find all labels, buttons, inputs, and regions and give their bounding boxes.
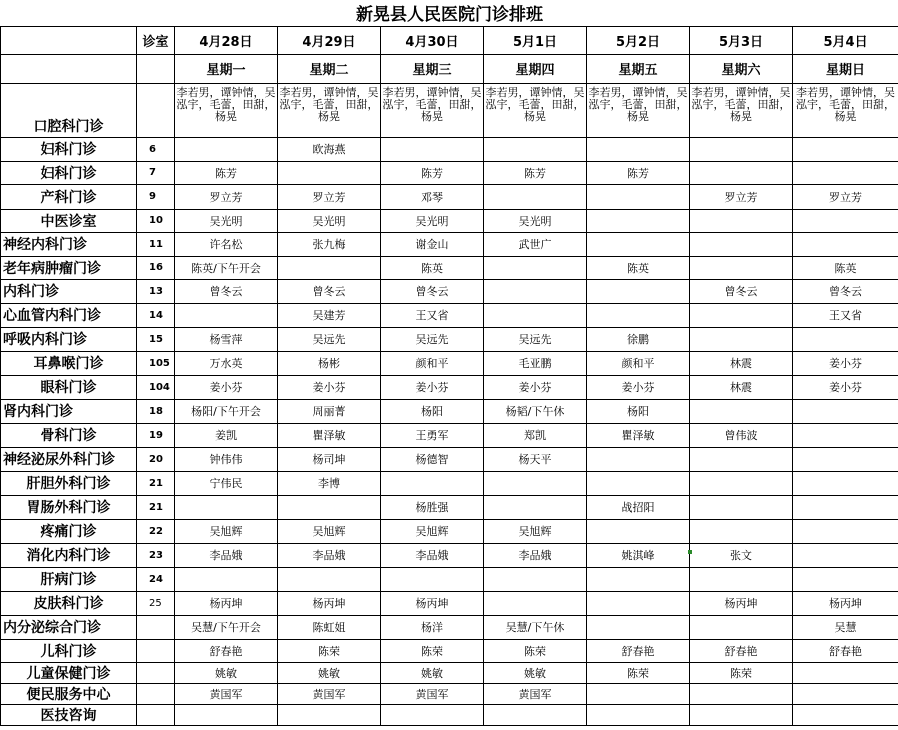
staff-cell: 张九梅	[278, 232, 381, 256]
staff-cell: 吴旭辉	[278, 519, 381, 543]
staff-cell	[793, 662, 898, 683]
staff-cell	[587, 567, 690, 591]
staff-cell	[484, 184, 587, 209]
staff-cell: 王又省	[793, 303, 898, 327]
staff-cell: 罗立芳	[793, 184, 898, 209]
staff-cell: 李品娥	[381, 543, 484, 567]
staff-cell: 杨雪萍	[175, 327, 278, 351]
staff-cell	[690, 567, 793, 591]
staff-cell: 吴旭辉	[381, 519, 484, 543]
staff-cell: 郑凯	[484, 423, 587, 447]
staff-cell	[175, 303, 278, 327]
staff-cell: 黄国军	[175, 683, 278, 704]
table-row	[1, 209, 898, 232]
staff-cell: 瞿泽敏	[587, 423, 690, 447]
table-row	[1, 447, 898, 471]
dept-name: 肾内科门诊	[1, 399, 137, 423]
staff-cell: 姚淇峰	[587, 543, 690, 567]
staff-cell	[484, 591, 587, 615]
table-row	[1, 543, 898, 567]
staff-cell	[587, 471, 690, 495]
staff-cell	[793, 543, 898, 567]
staff-cell: 李若男，谭钟情，吴泓宇，毛蕾，田甜，杨晃	[175, 83, 278, 137]
staff-cell	[793, 704, 898, 725]
staff-cell	[793, 447, 898, 471]
dept-name: 妇科门诊	[1, 137, 137, 161]
staff-cell	[381, 567, 484, 591]
room-number	[137, 683, 175, 704]
staff-cell	[278, 256, 381, 279]
staff-cell: 黄国军	[278, 683, 381, 704]
room-number: 105	[137, 351, 175, 375]
staff-cell: 李若男，谭钟情，吴泓宇，毛蕾，田甜，杨晃	[690, 83, 793, 137]
room-number: 7	[137, 161, 175, 184]
weekday-header: 星期一	[175, 54, 278, 83]
dept-name: 医技咨询	[1, 704, 137, 725]
staff-cell	[175, 495, 278, 519]
staff-cell	[690, 471, 793, 495]
staff-cell	[587, 591, 690, 615]
table-row	[1, 495, 898, 519]
staff-cell: 舒春艳	[690, 639, 793, 662]
staff-cell: 陈荣	[381, 639, 484, 662]
date-header: 5月1日	[484, 26, 587, 54]
staff-cell: 杨阳	[587, 399, 690, 423]
staff-cell	[484, 704, 587, 725]
staff-cell	[175, 704, 278, 725]
dept-name: 神经内科门诊	[1, 232, 137, 256]
staff-cell: 周丽菁	[278, 399, 381, 423]
staff-cell	[587, 683, 690, 704]
staff-cell: 李若男，谭钟情，吴泓宇，毛蕾，田甜，杨晃	[587, 83, 690, 137]
weekday-header: 星期三	[381, 54, 484, 83]
corner-blank	[1, 54, 137, 83]
staff-cell	[381, 471, 484, 495]
room-number: 13	[137, 279, 175, 303]
dept-name: 便民服务中心	[1, 683, 137, 704]
table-row	[1, 399, 898, 423]
table-row	[1, 375, 898, 399]
staff-cell: 林震	[690, 375, 793, 399]
table-row	[1, 615, 898, 639]
dept-name: 胃肠外科门诊	[1, 495, 137, 519]
staff-cell: 谢金山	[381, 232, 484, 256]
date-header: 4月29日	[278, 26, 381, 54]
weekday-header: 星期四	[484, 54, 587, 83]
staff-cell: 毛亚鹏	[484, 351, 587, 375]
room-number: 11	[137, 232, 175, 256]
table-row	[1, 303, 898, 327]
room-number: 16	[137, 256, 175, 279]
staff-cell: 武世广	[484, 232, 587, 256]
dept-name: 骨科门诊	[1, 423, 137, 447]
staff-cell: 邓琴	[381, 184, 484, 209]
staff-cell: 姜小芬	[793, 351, 898, 375]
staff-cell	[690, 704, 793, 725]
staff-cell: 李若男，谭钟情，吴泓宇，毛蕾，田甜，杨晃	[484, 83, 587, 137]
staff-cell: 李若男，谭钟情，吴泓宇，毛蕾，田甜，杨晃	[793, 83, 898, 137]
date-header: 5月3日	[690, 26, 793, 54]
staff-cell: 曾冬云	[278, 279, 381, 303]
date-header: 5月4日	[793, 26, 898, 54]
staff-cell: 颜和平	[587, 351, 690, 375]
table-row	[1, 161, 898, 184]
staff-cell: 黄国军	[484, 683, 587, 704]
table-row	[1, 327, 898, 351]
staff-cell: 曾冬云	[381, 279, 484, 303]
staff-cell	[793, 232, 898, 256]
dept-name: 内分泌综合门诊	[1, 615, 137, 639]
staff-cell: 杨韬/下午休	[484, 399, 587, 423]
staff-cell	[690, 161, 793, 184]
room-number: 21	[137, 495, 175, 519]
room-number: 21	[137, 471, 175, 495]
staff-cell: 吴远先	[484, 327, 587, 351]
staff-cell: 舒春艳	[175, 639, 278, 662]
dept-name: 神经泌尿外科门诊	[1, 447, 137, 471]
dept-name: 皮肤科门诊	[1, 591, 137, 615]
staff-cell: 欧海燕	[278, 137, 381, 161]
dept-name: 产科门诊	[1, 184, 137, 209]
staff-cell	[793, 683, 898, 704]
table-row	[1, 279, 898, 303]
staff-cell: 杨阳/下午开会	[175, 399, 278, 423]
weekday-header: 星期六	[690, 54, 793, 83]
staff-cell: 万水英	[175, 351, 278, 375]
staff-cell	[484, 279, 587, 303]
staff-cell: 曾冬云	[175, 279, 278, 303]
room-number: 19	[137, 423, 175, 447]
staff-cell	[587, 615, 690, 639]
room-number: 6	[137, 137, 175, 161]
staff-cell: 舒春艳	[793, 639, 898, 662]
staff-cell: 杨胜强	[381, 495, 484, 519]
room-number: 25	[137, 591, 175, 615]
staff-cell: 颜和平	[381, 351, 484, 375]
dept-name: 呼吸内科门诊	[1, 327, 137, 351]
staff-cell	[587, 232, 690, 256]
staff-cell: 吴慧	[793, 615, 898, 639]
dept-name: 口腔科门诊	[1, 83, 137, 137]
staff-cell: 杨丙坤	[690, 591, 793, 615]
staff-cell: 李品娥	[484, 543, 587, 567]
staff-cell: 姜小芬	[278, 375, 381, 399]
staff-cell: 杨丙坤	[381, 591, 484, 615]
staff-cell	[278, 161, 381, 184]
staff-cell: 吴光明	[484, 209, 587, 232]
dept-name: 内科门诊	[1, 279, 137, 303]
weekday-header: 星期五	[587, 54, 690, 83]
staff-cell: 陈英	[381, 256, 484, 279]
staff-cell	[381, 137, 484, 161]
table-row	[1, 137, 898, 161]
room-number	[137, 662, 175, 683]
room-number: 9	[137, 184, 175, 209]
staff-cell: 曾冬云	[690, 279, 793, 303]
cell-marker	[688, 550, 692, 554]
staff-cell: 吴远先	[381, 327, 484, 351]
staff-cell: 曾伟波	[690, 423, 793, 447]
staff-cell	[484, 495, 587, 519]
staff-cell	[484, 137, 587, 161]
staff-cell: 陈荣	[278, 639, 381, 662]
room-number: 20	[137, 447, 175, 471]
staff-cell: 吴慧/下午开会	[175, 615, 278, 639]
staff-cell: 杨丙坤	[175, 591, 278, 615]
staff-cell	[587, 209, 690, 232]
staff-cell: 杨德智	[381, 447, 484, 471]
room-header: 诊室	[137, 26, 175, 54]
date-header: 5月2日	[587, 26, 690, 54]
corner-blank	[1, 26, 137, 54]
staff-cell	[690, 137, 793, 161]
staff-cell: 姚敏	[278, 662, 381, 683]
room-number	[137, 639, 175, 662]
date-header: 4月30日	[381, 26, 484, 54]
table-row	[1, 256, 898, 279]
staff-cell: 陈芳	[484, 161, 587, 184]
staff-cell	[175, 137, 278, 161]
staff-cell	[690, 327, 793, 351]
staff-cell: 陈芳	[587, 161, 690, 184]
staff-cell: 姚敏	[381, 662, 484, 683]
staff-cell	[690, 447, 793, 471]
staff-cell: 陈荣	[484, 639, 587, 662]
staff-cell: 吴建芳	[278, 303, 381, 327]
staff-cell	[587, 447, 690, 471]
staff-cell: 姚敏	[175, 662, 278, 683]
staff-cell: 陈芳	[175, 161, 278, 184]
staff-cell	[690, 495, 793, 519]
staff-cell	[381, 704, 484, 725]
staff-cell: 钟伟伟	[175, 447, 278, 471]
dept-name: 肝胆外科门诊	[1, 471, 137, 495]
staff-cell: 姜小芬	[484, 375, 587, 399]
staff-cell: 陈英/下午开会	[175, 256, 278, 279]
staff-cell: 陈英	[587, 256, 690, 279]
page-title: 新晃县人民医院门诊排班	[1, 0, 898, 26]
staff-cell	[587, 279, 690, 303]
staff-cell	[793, 161, 898, 184]
dept-name: 中医诊室	[1, 209, 137, 232]
staff-cell	[793, 423, 898, 447]
staff-cell: 罗立芳	[278, 184, 381, 209]
staff-cell: 姜小芬	[587, 375, 690, 399]
staff-cell	[484, 567, 587, 591]
staff-cell: 杨彬	[278, 351, 381, 375]
staff-cell	[793, 399, 898, 423]
staff-cell: 陈英	[793, 256, 898, 279]
staff-cell: 战招阳	[587, 495, 690, 519]
staff-cell	[690, 399, 793, 423]
dept-name: 心血管内科门诊	[1, 303, 137, 327]
corner-blank	[137, 54, 175, 83]
staff-cell: 张文	[690, 543, 793, 567]
staff-cell: 杨司坤	[278, 447, 381, 471]
staff-cell: 陈芳	[381, 161, 484, 184]
dept-name: 消化内科门诊	[1, 543, 137, 567]
staff-cell	[690, 232, 793, 256]
staff-cell	[278, 567, 381, 591]
staff-cell: 吴旭辉	[484, 519, 587, 543]
staff-cell	[690, 519, 793, 543]
room-number: 22	[137, 519, 175, 543]
weekday-header: 星期日	[793, 54, 898, 83]
room-number	[137, 83, 175, 137]
staff-cell: 陈荣	[690, 662, 793, 683]
staff-cell	[690, 209, 793, 232]
staff-cell	[484, 303, 587, 327]
table-row	[1, 683, 898, 704]
table-row	[1, 591, 898, 615]
staff-cell: 李博	[278, 471, 381, 495]
staff-cell	[793, 567, 898, 591]
staff-cell	[690, 256, 793, 279]
table-row	[1, 423, 898, 447]
staff-cell: 杨阳	[381, 399, 484, 423]
staff-cell: 杨洋	[381, 615, 484, 639]
room-number: 14	[137, 303, 175, 327]
weekday-header: 星期二	[278, 54, 381, 83]
staff-cell: 姜小芬	[381, 375, 484, 399]
staff-cell: 王勇军	[381, 423, 484, 447]
staff-cell: 徐鹏	[587, 327, 690, 351]
dept-name: 眼科门诊	[1, 375, 137, 399]
staff-cell: 姚敏	[484, 662, 587, 683]
staff-cell	[175, 567, 278, 591]
staff-cell: 杨丙坤	[278, 591, 381, 615]
staff-cell: 李若男，谭钟情，吴泓宇，毛蕾，田甜，杨晃	[278, 83, 381, 137]
staff-cell: 吴远先	[278, 327, 381, 351]
table-row	[1, 351, 898, 375]
staff-cell	[690, 683, 793, 704]
staff-cell: 李品娥	[278, 543, 381, 567]
staff-cell: 罗立芳	[175, 184, 278, 209]
table-row	[1, 662, 898, 683]
table-row	[1, 639, 898, 662]
staff-cell: 舒春艳	[587, 639, 690, 662]
staff-cell: 吴旭辉	[175, 519, 278, 543]
dept-name: 老年病肿瘤门诊	[1, 256, 137, 279]
staff-cell: 吴慧/下午休	[484, 615, 587, 639]
staff-cell	[587, 519, 690, 543]
staff-cell	[793, 495, 898, 519]
room-number	[137, 615, 175, 639]
staff-cell	[484, 471, 587, 495]
room-number: 23	[137, 543, 175, 567]
dept-name: 耳鼻喉门诊	[1, 351, 137, 375]
staff-cell: 曾冬云	[793, 279, 898, 303]
staff-cell: 陈荣	[587, 662, 690, 683]
staff-cell: 姜凯	[175, 423, 278, 447]
staff-cell	[690, 615, 793, 639]
staff-cell: 罗立芳	[690, 184, 793, 209]
staff-cell: 李品娥	[175, 543, 278, 567]
staff-cell	[587, 184, 690, 209]
room-number: 15	[137, 327, 175, 351]
dept-name: 儿科门诊	[1, 639, 137, 662]
table-row	[1, 232, 898, 256]
staff-cell: 吴光明	[175, 209, 278, 232]
staff-cell	[793, 327, 898, 351]
staff-cell: 姜小芬	[175, 375, 278, 399]
dept-name: 疼痛门诊	[1, 519, 137, 543]
staff-cell	[587, 137, 690, 161]
dept-name: 儿童保健门诊	[1, 662, 137, 683]
table-row	[1, 519, 898, 543]
staff-cell: 许名松	[175, 232, 278, 256]
staff-cell: 宁伟民	[175, 471, 278, 495]
room-number: 104	[137, 375, 175, 399]
staff-cell	[278, 704, 381, 725]
staff-cell	[690, 303, 793, 327]
dept-name: 妇科门诊	[1, 161, 137, 184]
staff-cell: 陈虹姐	[278, 615, 381, 639]
staff-cell: 吴光明	[381, 209, 484, 232]
staff-cell	[484, 256, 587, 279]
staff-cell	[793, 519, 898, 543]
table-row	[1, 184, 898, 209]
staff-cell	[278, 495, 381, 519]
staff-cell	[587, 303, 690, 327]
table-row	[1, 567, 898, 591]
room-number: 18	[137, 399, 175, 423]
staff-cell: 李若男，谭钟情，吴泓宇，毛蕾，田甜，杨晃	[381, 83, 484, 137]
room-number	[137, 704, 175, 725]
staff-cell	[587, 704, 690, 725]
room-number: 10	[137, 209, 175, 232]
staff-cell: 林震	[690, 351, 793, 375]
staff-cell	[793, 137, 898, 161]
staff-cell: 瞿泽敏	[278, 423, 381, 447]
staff-cell: 杨天平	[484, 447, 587, 471]
date-header: 4月28日	[175, 26, 278, 54]
table-row	[1, 704, 898, 725]
staff-cell: 杨丙坤	[793, 591, 898, 615]
table-row	[1, 471, 898, 495]
staff-cell: 吴光明	[278, 209, 381, 232]
room-number: 24	[137, 567, 175, 591]
staff-cell	[793, 209, 898, 232]
staff-cell: 黄国军	[381, 683, 484, 704]
staff-cell: 王又省	[381, 303, 484, 327]
dept-name: 肝病门诊	[1, 567, 137, 591]
staff-cell: 姜小芬	[793, 375, 898, 399]
staff-cell	[793, 471, 898, 495]
